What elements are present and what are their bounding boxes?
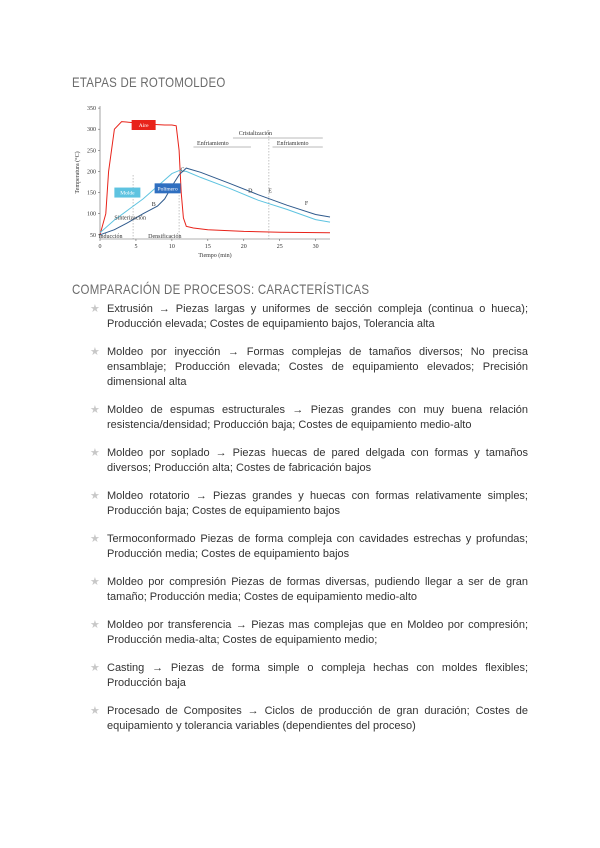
x-tick-label: 15 (204, 244, 211, 250)
list-item-text: Moldeo por soplado → Piezas huecas de pared delgada con formas y tamaños diversos; Producción alta; Costes de fabricación bajos (107, 447, 528, 474)
star-icon: ★ (90, 662, 100, 674)
point-label-b: B (151, 202, 156, 209)
y-tick-label: 350 (87, 106, 96, 113)
series-line-2 (100, 168, 330, 235)
label-enfriamiento: Enfriamiento (276, 141, 309, 147)
star-icon: ★ (90, 303, 100, 315)
list-item-text: Extrusión → Piezas largas y uniformes de sección compleja (continua o hueca); Producción elevada; Costes de equipamiento bajos, Tolerancia alta (107, 303, 528, 330)
label-enfriamiento: Enfriamiento (197, 141, 229, 147)
section-heading-comparacion: COMPARACIÓN DE PROCESOS: CARACTERÍSTICAS (72, 281, 370, 297)
star-icon: ★ (90, 705, 100, 717)
section-heading-rotomoldeo: ETAPAS DE ROTOMOLDEO (72, 74, 226, 90)
list-item (90, 446, 528, 476)
label-polimero: Polímero (157, 186, 178, 193)
y-tick-label: 200 (87, 169, 96, 176)
y-tick-label: 50 (90, 232, 96, 239)
list-item-text: Moldeo de espumas estructurales → Piezas grandes con muy buena relación resistencia/densidad; Producción baja; Costes de equipamiento medio-alto (107, 404, 528, 431)
label-cristalizacion: Cristalización (238, 131, 273, 137)
star-icon: ★ (90, 346, 100, 358)
point-label-d: D (248, 188, 253, 195)
x-axis-label: Tiempo (min) (198, 253, 232, 259)
star-icon: ★ (90, 619, 100, 631)
x-tick-label: 5 (134, 244, 138, 250)
label-molde: Molde (120, 190, 135, 197)
x-tick-label: 30 (312, 244, 319, 250)
series-line-1 (100, 171, 330, 233)
list-item (90, 575, 528, 605)
point-label-e: E (268, 188, 272, 195)
list-item (90, 618, 528, 648)
list-item (90, 345, 528, 390)
y-axis-label: Temperatura (°C) (75, 151, 81, 194)
list-item-text: Moldeo por compresión Piezas de formas diversas, pudiendo llegar a ser de gran tamaño; Producción media; Costes de equipamiento medio-alto (107, 576, 528, 603)
x-tick-label: 25 (276, 244, 283, 250)
x-tick-label: 20 (240, 244, 247, 250)
label-sinterizacion: Sinterización (114, 215, 147, 222)
y-tick-label: 150 (87, 190, 96, 197)
list-item (90, 489, 528, 519)
x-tick-label: 10 (168, 244, 175, 250)
process-list (90, 302, 528, 747)
y-tick-label: 100 (87, 211, 96, 218)
y-tick-label: 300 (87, 127, 96, 134)
y-tick-label: 250 (87, 148, 96, 155)
list-item-text: Casting → Piezas de forma simple o compleja hechas con moldes flexibles; Producción baja (107, 662, 528, 689)
label-induccion: Inducción (98, 234, 123, 241)
list-item-text: Moldeo rotatorio → Piezas grandes y huecas con formas relativamente simples; Producción baja; Costes de equipamiento bajos (107, 490, 528, 517)
star-icon: ★ (90, 490, 100, 502)
list-item (90, 704, 528, 734)
point-label-c: C (180, 167, 185, 174)
list-item (90, 532, 528, 562)
list-item (90, 403, 528, 433)
list-item-text: Moldeo por transferencia → Piezas mas complejas que en Moldeo por compresión; Producción media-alta; Costes de equipamiento medio; (107, 619, 528, 646)
list-item (90, 302, 528, 332)
list-item-text: Termoconformado Piezas de forma compleja con cavidades estrechas y profundas; Producción media; Costes de equipamiento bajos (107, 533, 528, 560)
star-icon: ★ (90, 533, 100, 545)
list-item-text: Procesado de Composites → Ciclos de producción de gran duración; Costes de equipamiento y tolerancia variables (dependientes del proceso) (107, 705, 528, 732)
x-tick-label: 0 (98, 244, 102, 250)
star-icon: ★ (90, 447, 100, 459)
star-icon: ★ (90, 404, 100, 416)
star-icon: ★ (90, 576, 100, 588)
rotomoldeo-chart (72, 100, 340, 260)
label-densificacion: Densificación (148, 234, 182, 241)
list-item (90, 661, 528, 691)
label-aire: Aire (138, 123, 149, 129)
point-label-f: F (304, 201, 309, 208)
list-item-text: Moldeo por inyección → Formas complejas de tamaños diversos; No precisa ensamblaje; Producción elevada; Costes de equipamiento elevados; Precisión dimensional alta (107, 346, 528, 388)
